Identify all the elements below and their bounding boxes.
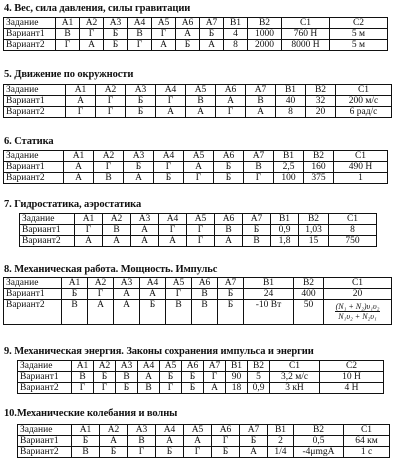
answer-cell: Г [216, 107, 246, 118]
answer-cell: Г [88, 289, 114, 300]
row-label: Вариант1 [18, 436, 72, 447]
header-cell: А6 [192, 278, 218, 289]
row-label: Вариант1 [4, 162, 64, 173]
answer-cell: В [166, 300, 192, 325]
answer-cell: 40 [276, 96, 306, 107]
header-row [4, 278, 392, 289]
header-cell: В1 [268, 425, 294, 436]
answer-cell: Г [244, 173, 274, 184]
header-cell: А6 [182, 361, 204, 372]
answer-cell: Б [182, 383, 204, 394]
answer-cell: 0,9 [248, 383, 270, 394]
header-cell: А1 [64, 151, 94, 162]
table-row [18, 383, 384, 394]
header-cell: В1 [276, 85, 306, 96]
header-cell: В2 [294, 278, 324, 289]
answer-cell: А [156, 436, 184, 447]
answer-cell: 10 Н [320, 372, 384, 383]
answer-cell: 4 [224, 29, 248, 40]
header-cell: А4 [156, 425, 184, 436]
answer-cell: А [159, 236, 187, 247]
header-cell: А4 [159, 214, 187, 225]
answer-cell: Г [184, 447, 212, 458]
header-cell: Задание [4, 151, 64, 162]
header-cell: А5 [184, 425, 212, 436]
table-row [18, 372, 384, 383]
answer-cell: 2,5 [274, 162, 304, 173]
row-label: Вариант2 [4, 173, 64, 184]
answer-cell: -10 Вт [244, 300, 294, 325]
answer-cell: А [103, 236, 131, 247]
header-row [4, 18, 388, 29]
answer-cell: 375 [304, 173, 334, 184]
table-row [4, 162, 388, 173]
answer-cell: 400 [294, 289, 324, 300]
header-cell: С2 [320, 361, 384, 372]
answer-cell: А [176, 29, 200, 40]
answer-cell: Б [94, 372, 116, 383]
answer-cell: А [138, 372, 160, 383]
header-cell: Задание [4, 85, 66, 96]
answer-cell: Б [176, 40, 200, 51]
answer-cell: 1,03 [299, 225, 329, 236]
header-row [4, 151, 388, 162]
header-cell: А2 [96, 85, 126, 96]
answer-cell: 160 [304, 162, 334, 173]
answer-cell: Б [156, 447, 184, 458]
answer-cell: А [184, 162, 214, 173]
answer-table [3, 277, 392, 325]
header-cell: Задание [20, 214, 75, 225]
header-cell: В1 [224, 18, 248, 29]
header-cell: А7 [204, 361, 226, 372]
header-row [4, 85, 392, 96]
section-title: 9. Механическая энергия. Законы сохранения импульса и энергии [4, 346, 314, 357]
section-title: 7. Гидростатика, аэростатика [4, 199, 142, 210]
answer-cell: 24 [244, 289, 294, 300]
answer-cell: 64 км [344, 436, 390, 447]
answer-cell: А [100, 436, 128, 447]
answer-cell: 18 [226, 383, 248, 394]
answer-cell: 50 [294, 300, 324, 325]
header-cell: А3 [128, 425, 156, 436]
answer-cell: Б [212, 447, 240, 458]
answer-cell: 6 рад/с [336, 107, 392, 118]
answer-cell: Г [66, 107, 96, 118]
answer-cell: В [116, 372, 138, 383]
table-row [4, 173, 388, 184]
answer-cell: А [156, 107, 186, 118]
answer-cell: А [131, 225, 159, 236]
header-cell: А3 [104, 18, 128, 29]
answer-cell: А [88, 300, 114, 325]
header-cell: С1 [336, 85, 392, 96]
answer-cell: Б [214, 162, 244, 173]
row-label: Вариант2 [4, 40, 56, 51]
answer-cell: А [131, 236, 159, 247]
section-title: 5. Движение по окружности [4, 69, 134, 80]
answer-cell: 760 Н [282, 29, 330, 40]
answer-cell: Г [166, 289, 192, 300]
answer-cell: 4 Н [320, 383, 384, 394]
answer-cell: Г [96, 96, 126, 107]
header-row [20, 214, 377, 225]
formula-fraction [335, 302, 381, 321]
header-cell: В2 [306, 85, 336, 96]
answer-cell: 750 [329, 236, 377, 247]
header-cell: А6 [176, 18, 200, 29]
section-title: 10.Механические колебания и волны [4, 408, 178, 419]
header-cell: А3 [126, 85, 156, 96]
row-label: Вариант1 [4, 289, 62, 300]
header-cell: А1 [72, 425, 100, 436]
header-cell: С1 [282, 18, 330, 29]
table-row [20, 225, 377, 236]
header-cell: В2 [294, 425, 344, 436]
table-row [4, 300, 392, 325]
header-cell: А5 [187, 214, 215, 225]
answer-cell: 8000 Н [282, 40, 330, 51]
table-row [18, 447, 390, 458]
answer-cell: Г [212, 436, 240, 447]
header-cell: С1 [334, 151, 388, 162]
answer-cell: Б [214, 173, 244, 184]
header-cell: А2 [94, 151, 124, 162]
row-label: Вариант2 [18, 447, 72, 458]
table-row [4, 107, 392, 118]
answer-cell: Г [128, 40, 152, 51]
answer-cell: 0,5 [294, 436, 344, 447]
formula-cell [324, 300, 392, 325]
header-cell: С1 [344, 425, 390, 436]
answer-cell: Б [218, 289, 244, 300]
answer-cell: В [103, 225, 131, 236]
header-cell: В2 [299, 214, 329, 225]
answer-table [19, 213, 377, 247]
answer-cell: Г [187, 236, 215, 247]
answer-cell: Б [126, 96, 156, 107]
answer-cell: Б [218, 300, 244, 325]
answer-cell: 490 Н [334, 162, 388, 173]
answer-cell: Г [156, 96, 186, 107]
header-cell: А1 [75, 214, 103, 225]
answer-cell: 8 [224, 40, 248, 51]
answer-cell: 5 [248, 372, 270, 383]
answer-cell: В [128, 29, 152, 40]
answer-cell: В [56, 29, 80, 40]
answer-cell: Б [124, 162, 154, 173]
answer-cell: Б [72, 436, 100, 447]
header-cell: А3 [124, 151, 154, 162]
row-label: Вариант2 [18, 383, 72, 394]
header-cell: В2 [248, 361, 270, 372]
answer-cell: А [124, 173, 154, 184]
header-cell: Задание [18, 361, 72, 372]
answer-cell: Б [104, 40, 128, 51]
header-cell: А6 [215, 214, 243, 225]
header-cell: А2 [94, 361, 116, 372]
table-row [20, 236, 377, 247]
header-cell: А5 [186, 85, 216, 96]
answer-cell: Г [75, 225, 103, 236]
table-row [4, 40, 388, 51]
answer-cell: Б [200, 29, 224, 40]
header-cell: А6 [214, 151, 244, 162]
table-row [4, 29, 388, 40]
header-cell: В1 [271, 214, 299, 225]
row-label: Вариант1 [18, 372, 72, 383]
answer-cell: Б [100, 447, 128, 458]
answer-cell: 1000 [248, 29, 282, 40]
header-cell: А7 [246, 85, 276, 96]
answer-cell: В [192, 300, 218, 325]
answer-cell: Г [187, 225, 215, 236]
header-cell: В1 [226, 361, 248, 372]
row-label: Вариант1 [4, 96, 66, 107]
header-cell: Задание [4, 278, 62, 289]
header-cell: В2 [248, 18, 282, 29]
table-row [18, 436, 390, 447]
header-cell: Задание [4, 18, 56, 29]
answer-cell: Г [56, 40, 80, 51]
row-label: Вариант2 [4, 300, 62, 325]
answer-cell: 200 м/с [336, 96, 392, 107]
header-cell: А7 [244, 151, 274, 162]
header-cell: А2 [80, 18, 104, 29]
header-cell: А4 [140, 278, 166, 289]
answer-cell: -4μmgA [294, 447, 344, 458]
answer-table [17, 424, 390, 458]
header-cell: В1 [244, 278, 294, 289]
answer-cell: Б [104, 29, 128, 40]
answer-cell: 0,9 [271, 225, 299, 236]
answer-cell: 8 [329, 225, 377, 236]
answer-cell: А [184, 436, 212, 447]
header-cell: С1 [270, 361, 320, 372]
answer-cell: Б [62, 289, 88, 300]
header-cell: С1 [329, 214, 377, 225]
answer-cell: 32 [306, 96, 336, 107]
formula-denominator: N₁υ₂ + N₂υ₁ [338, 312, 377, 321]
answer-cell: 1 с [344, 447, 390, 458]
answer-table [3, 150, 388, 184]
answer-cell: А [75, 236, 103, 247]
formula-numerator: (N₁ + N₂)υ₁υ₂ [335, 302, 380, 311]
header-cell: А1 [72, 361, 94, 372]
answer-cell: А [152, 40, 176, 51]
answer-cell: Б [116, 383, 138, 394]
header-cell: А4 [128, 18, 152, 29]
section-title: 4. Вес, сила давления, силы гравитации [4, 3, 191, 14]
answer-cell: 90 [226, 372, 248, 383]
answer-cell: 1/4 [268, 447, 294, 458]
header-cell: А1 [62, 278, 88, 289]
header-cell: В1 [274, 151, 304, 162]
header-cell: А3 [116, 361, 138, 372]
answer-cell: 5 м [330, 29, 388, 40]
answer-cell: В [94, 173, 124, 184]
answer-cell: А [64, 162, 94, 173]
answer-cell: 5 м [330, 40, 388, 51]
header-cell: А4 [154, 151, 184, 162]
answer-cell: А [114, 300, 140, 325]
row-label: Вариант1 [20, 225, 75, 236]
header-cell: А2 [100, 425, 128, 436]
answer-cell: В [192, 289, 218, 300]
header-cell: А4 [156, 85, 186, 96]
header-cell: А5 [160, 361, 182, 372]
answer-cell: А [200, 40, 224, 51]
answer-cell: Г [96, 107, 126, 118]
answer-cell: 20 [306, 107, 336, 118]
answer-cell: 100 [274, 173, 304, 184]
header-cell: С2 [330, 18, 388, 29]
header-cell: А7 [218, 278, 244, 289]
answer-cell: А [140, 289, 166, 300]
answer-cell: 2 [268, 436, 294, 447]
answer-cell: В [72, 372, 94, 383]
header-cell: А3 [131, 214, 159, 225]
answer-cell: Г [159, 225, 187, 236]
header-cell: А2 [88, 278, 114, 289]
answer-cell: Г [184, 173, 214, 184]
answer-cell: А [64, 173, 94, 184]
answer-cell: Б [240, 436, 268, 447]
answer-cell: В [128, 436, 156, 447]
header-cell: А5 [152, 18, 176, 29]
answer-cell: 8 [276, 107, 306, 118]
table-row [4, 289, 392, 300]
answer-cell: А [186, 107, 216, 118]
answer-cell: В [62, 300, 88, 325]
header-cell: А5 [184, 151, 214, 162]
answer-cell: В [243, 236, 271, 247]
answer-cell: Г [154, 162, 184, 173]
answer-table [3, 84, 392, 118]
answer-cell: А [80, 40, 104, 51]
answer-cell: В [246, 96, 276, 107]
answer-cell: В [244, 162, 274, 173]
answer-cell: Б [182, 372, 204, 383]
header-cell: А1 [56, 18, 80, 29]
header-cell: А6 [212, 425, 240, 436]
header-cell: А1 [66, 85, 96, 96]
answer-cell: В [138, 383, 160, 394]
answer-table [17, 360, 384, 394]
answer-table [3, 17, 388, 51]
table-row [4, 96, 392, 107]
answer-cell: Г [152, 29, 176, 40]
header-cell: А4 [138, 361, 160, 372]
header-cell: А2 [103, 214, 131, 225]
row-label: Вариант2 [20, 236, 75, 247]
answer-cell: А [246, 107, 276, 118]
header-cell: А7 [243, 214, 271, 225]
answer-cell: Б [140, 300, 166, 325]
row-label: Вариант1 [4, 29, 56, 40]
answer-cell: А [215, 236, 243, 247]
answer-cell: Б [126, 107, 156, 118]
header-cell: А5 [166, 278, 192, 289]
answer-cell: 1 [334, 173, 388, 184]
header-cell: А3 [114, 278, 140, 289]
header-row [18, 425, 390, 436]
answer-cell: В [72, 447, 100, 458]
answer-cell: В [186, 96, 216, 107]
section-title: 6. Статика [4, 136, 54, 147]
header-row [18, 361, 384, 372]
row-label: Вариант2 [4, 107, 66, 118]
header-cell: Задание [18, 425, 72, 436]
answer-cell: Г [94, 162, 124, 173]
answer-cell: Б [160, 372, 182, 383]
answer-cell: Г [204, 372, 226, 383]
answer-cell: Г [72, 383, 94, 394]
answer-cell: Г [80, 29, 104, 40]
answer-cell: 20 [324, 289, 392, 300]
answer-cell: 3 кН [270, 383, 320, 394]
answer-cell: Б [243, 225, 271, 236]
answer-cell: Г [160, 383, 182, 394]
answer-cell: А [66, 96, 96, 107]
answer-cell: В [215, 225, 243, 236]
answer-cell: А [114, 289, 140, 300]
header-cell: С1 [324, 278, 392, 289]
header-cell: А7 [240, 425, 268, 436]
answer-cell: 15 [299, 236, 329, 247]
answer-cell: Г [128, 447, 156, 458]
answer-cell: А [216, 96, 246, 107]
answer-cell: А [240, 447, 268, 458]
answer-cell: А [204, 383, 226, 394]
header-cell: А6 [216, 85, 246, 96]
header-cell: А7 [200, 18, 224, 29]
answer-cell: 1,8 [271, 236, 299, 247]
header-cell: В2 [304, 151, 334, 162]
answer-cell: Б [154, 173, 184, 184]
answer-cell: 3,2 м/с [270, 372, 320, 383]
answer-cell: 2000 [248, 40, 282, 51]
section-title: 8. Механическая работа. Мощность. Импульс [4, 264, 218, 275]
answer-cell: Г [94, 383, 116, 394]
